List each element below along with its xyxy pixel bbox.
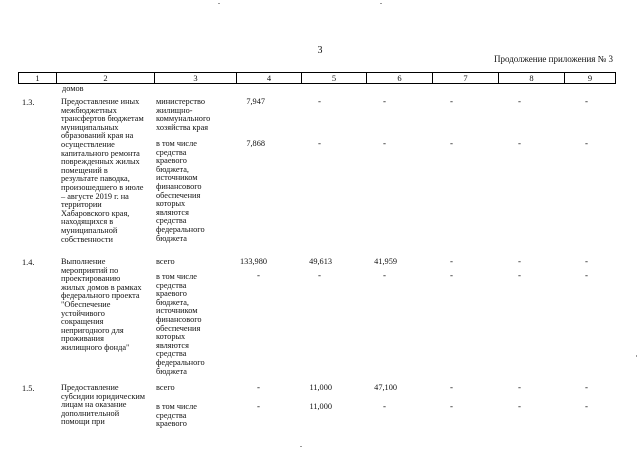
row-1-5-c8-a: - — [518, 382, 521, 392]
row-1-5-c9-b: - — [585, 401, 588, 411]
row-1-4-col6: 41,959 — [374, 257, 397, 266]
header-col-6: 6 — [367, 73, 433, 83]
row-1-5-c4-a: - — [257, 382, 260, 392]
row-1-4-c9-a: - — [585, 256, 588, 266]
row-1-4-c6-b: - — [383, 270, 386, 280]
header-col-2: 2 — [57, 73, 155, 83]
row-1-5-c6-b: - — [383, 401, 386, 411]
scan-speck — [636, 355, 637, 357]
row-1-3-source-main: министерство жилищно- коммунального хозяйства края — [156, 97, 211, 132]
row-1-4-source-sub: в том числе средства краевого бюджета, источником финансового обеспечения которых являются средства федерального бюджета — [156, 272, 205, 376]
header-col-7: 7 — [433, 73, 499, 83]
row-1-3-source-sub: в том числе средства краевого бюджета, источником финансового обеспечения которых являются средства федерального бюджета — [156, 139, 205, 243]
row-1-3-number: 1.3. — [22, 98, 35, 107]
row-1-3-c5-b: - — [318, 138, 321, 148]
header-col-3: 3 — [155, 73, 237, 83]
row-1-4-c8-b: - — [518, 270, 521, 280]
scan-speck — [218, 3, 220, 4]
row-1-5-col5-b: 11,000 — [309, 402, 332, 411]
row-1-5-c8-b: - — [518, 401, 521, 411]
row-1-3-col4-a: 7,947 — [246, 97, 265, 106]
row-1-3-description: Предоставление иных межбюджетных трансфертов бюджетам муниципальных образований края на осуществление капитального ремонта поврежденных жилых помещений в результате паводка, произошедшего в июле – августе 2019 г. на территории Хабаровского края, находящихся в муниципальной собственности — [61, 97, 144, 244]
row-1-5-c4-b: - — [257, 401, 260, 411]
row-1-5-description: Предоставление субсидии юридическим лицам на оказание дополнительной помощи при — [61, 383, 146, 427]
row-1-4-c5-b: - — [318, 270, 321, 280]
row-1-3-c6-b: - — [383, 138, 386, 148]
row-1-5-number: 1.5. — [22, 384, 35, 393]
row-1-3-c6-a: - — [383, 96, 386, 106]
row-1-3-c5-a: - — [318, 96, 321, 106]
row-1-3-col4-b: 7,868 — [246, 139, 265, 148]
row-1-4-c8-a: - — [518, 256, 521, 266]
header-col-4: 4 — [237, 73, 302, 83]
row-1-5-c7-b: - — [450, 401, 453, 411]
row-1-5-col5-a: 11,000 — [309, 383, 332, 392]
row-1-4-col5: 49,613 — [309, 257, 332, 266]
row-1-5-source-main: всего — [156, 383, 175, 392]
row-1-5-source-sub: в том числе средства краевого — [156, 402, 197, 429]
row-1-3-c8-a: - — [518, 96, 521, 106]
row-1-4-c7-a: - — [450, 256, 453, 266]
row-1-5-c7-a: - — [450, 382, 453, 392]
row-1-4-c9-b: - — [585, 270, 588, 280]
header-col-5: 5 — [302, 73, 367, 83]
page-number: 3 — [317, 45, 323, 56]
row-1-4-source-main: всего — [156, 257, 175, 266]
row-1-3-c7-a: - — [450, 96, 453, 106]
row-1-5-c9-a: - — [585, 382, 588, 392]
row-1-4-col4: 133,980 — [240, 257, 267, 266]
row-1-3-c9-b: - — [585, 138, 588, 148]
scan-speck — [380, 3, 382, 4]
row-1-3-c8-b: - — [518, 138, 521, 148]
table-header — [18, 72, 616, 84]
header-col-9: 9 — [587, 73, 593, 83]
scan-speck — [300, 446, 302, 447]
row-1-4-c4-b: - — [257, 270, 260, 280]
row-1-4-c7-b: - — [450, 270, 453, 280]
row-1-4-number: 1.4. — [22, 258, 35, 267]
top-fragment: домов — [62, 84, 84, 93]
row-1-3-c7-b: - — [450, 138, 453, 148]
header-col-8: 8 — [499, 73, 565, 83]
row-1-3-c9-a: - — [585, 96, 588, 106]
continuation-label: Продолжение приложения № 3 — [493, 54, 613, 64]
row-1-5-col6-a: 47,100 — [374, 383, 397, 392]
header-col-1: 1 — [19, 73, 57, 83]
row-1-4-description: Выполнение мероприятий по проектированию жилых домов в рамках федерального проекта "Обеспечение устойчивого сокращения непригодного для проживания жилищного фонда" — [61, 257, 142, 352]
